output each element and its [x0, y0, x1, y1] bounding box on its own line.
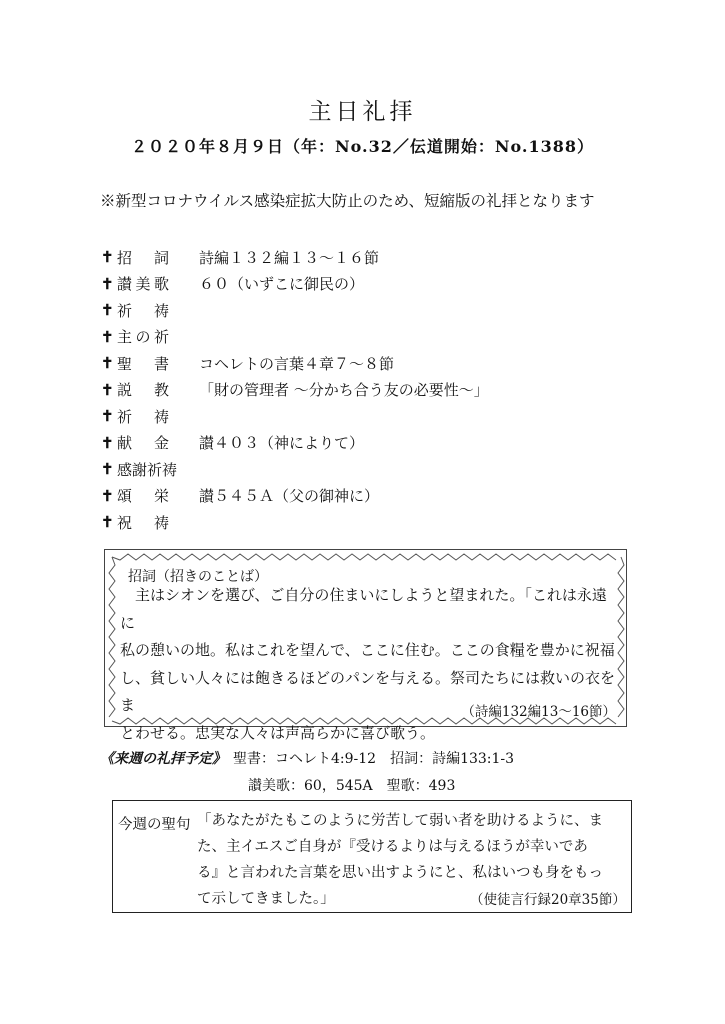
call-to-worship-reference: （詩編132編13～16節）: [461, 704, 616, 720]
next-week-label: 《来週の礼拝予定》: [100, 751, 219, 767]
order-item-label: [117, 300, 169, 321]
next-week-line1: 聖書：コヘレト4:9-12 招詞：詩編133:1-3: [233, 751, 515, 767]
cross-icon: ✝: [101, 513, 114, 532]
order-label-char: 歌: [153, 275, 169, 294]
order-item-label: [117, 273, 169, 294]
order-item-value: 讃４０３（神によりて）: [199, 434, 365, 453]
next-week-line2: 讃美歌：60，545A 聖歌：493: [248, 778, 456, 794]
order-item: [101, 244, 489, 271]
weekly-verse-reference: （使徒言行録20章35節）: [470, 892, 626, 908]
order-item: [101, 483, 489, 510]
order-item-label: [117, 406, 169, 427]
order-item-label: [117, 485, 169, 506]
call-line: し、貧しい人々には飽きるほどのパンを与える。祭司たちには救いの衣をま: [120, 668, 616, 714]
worship-order-list: [101, 244, 489, 536]
order-item: [101, 324, 489, 351]
verse-line: 「あなたがたもこのように労苦して弱い者を助けるように、ま: [197, 813, 603, 829]
page-title: 主日礼拝: [308, 99, 417, 125]
verse-line: た、主イエスご自身が『受けるよりは与えるほうが幸いであ: [197, 839, 588, 855]
order-item-value: 詩編１３２編１３～１６節: [199, 248, 380, 267]
cross-icon: ✝: [101, 248, 114, 267]
order-label-char: 聖: [117, 354, 133, 373]
order-item-label: [117, 379, 169, 400]
order-label-char: 祷: [153, 407, 169, 426]
order-label-char: 祈: [117, 301, 133, 320]
order-label-char: 献: [117, 434, 133, 453]
order-label-char: 祷: [153, 513, 169, 532]
cross-icon: ✝: [101, 274, 114, 293]
cross-icon: ✝: [101, 407, 114, 426]
order-label-char: 謝: [132, 460, 148, 479]
order-item: [101, 509, 489, 536]
order-label-char: 祈: [117, 407, 133, 426]
order-item-label: [117, 326, 169, 347]
order-label-char: 詞: [153, 248, 169, 267]
order-label-char: 祝: [117, 513, 133, 532]
call-to-worship-body: [120, 582, 620, 747]
order-item-label: [117, 432, 169, 453]
notice-text: ※新型コロナウイルス感染症拡大防止のため、短縮版の礼拝となります: [100, 192, 595, 210]
call-line: 私の憩いの地。私はこれを望んで、ここに住む。ここの食糧を豊かに祝福: [120, 641, 615, 659]
order-item: [101, 456, 489, 483]
order-item-label: [117, 353, 169, 374]
order-label-char: 書: [153, 354, 169, 373]
order-item: [101, 271, 489, 298]
verse-line: て示してきました。」: [197, 891, 335, 907]
order-item-label: [117, 459, 178, 480]
order-label-char: の: [135, 328, 151, 347]
order-label-char: 教: [153, 381, 169, 400]
order-item: [101, 403, 489, 430]
order-label-char: 感: [117, 460, 133, 479]
order-item: [101, 297, 489, 324]
order-label-char: 讃: [117, 275, 133, 294]
next-week-schedule: [100, 748, 514, 768]
order-item-value: 讃５４５Ａ（父の御神に）: [199, 487, 380, 506]
order-label-char: 祈: [153, 328, 169, 347]
cross-icon: ✝: [101, 301, 114, 320]
cross-icon: ✝: [101, 380, 114, 399]
weekly-verse-label: 今週の聖句: [118, 817, 191, 833]
order-label-char: 説: [117, 381, 133, 400]
cross-icon: ✝: [101, 433, 114, 452]
order-label-char: 祷: [153, 301, 169, 320]
order-label-char: 祷: [162, 460, 178, 479]
order-label-char: 招: [117, 248, 133, 267]
cross-icon: ✝: [101, 486, 114, 505]
order-label-char: 金: [153, 434, 169, 453]
order-label-char: 頌: [117, 487, 133, 506]
order-label-char: 祈: [147, 460, 163, 479]
cross-icon: ✝: [101, 327, 114, 346]
order-label-char: 美: [135, 275, 151, 294]
call-line: 主はシオンを選び、ご自分の住まいにしようと望まれた。「これは永遠に: [120, 586, 607, 632]
cross-icon: ✝: [101, 354, 114, 373]
order-item: [101, 350, 489, 377]
order-item-label: [117, 512, 169, 533]
verse-line: る』と言われた言葉を思い出すようにと、私はいつも身をもっ: [197, 865, 603, 881]
order-item: [101, 377, 489, 404]
cross-icon: ✝: [101, 460, 114, 479]
order-item-value: 「財の管理者 ～分かち合う友の必要性～」: [199, 381, 489, 400]
date-line: ２０２０年８月９日（年：No.32／伝道開始：No.1388）: [131, 137, 594, 156]
call-to-worship-heading: 招詞（招きのことば）: [128, 569, 268, 585]
order-item: [101, 430, 489, 457]
order-label-char: 主: [117, 328, 133, 347]
call-line: とわせる。忠実な人々は声高らかに喜び歌う。: [120, 723, 436, 742]
order-item-value: ６０（いずこに御民の）: [199, 275, 365, 294]
order-label-char: 栄: [153, 487, 169, 506]
order-item-label: [117, 247, 169, 268]
order-item-value: コヘレトの言葉４章７～８節: [199, 354, 395, 373]
